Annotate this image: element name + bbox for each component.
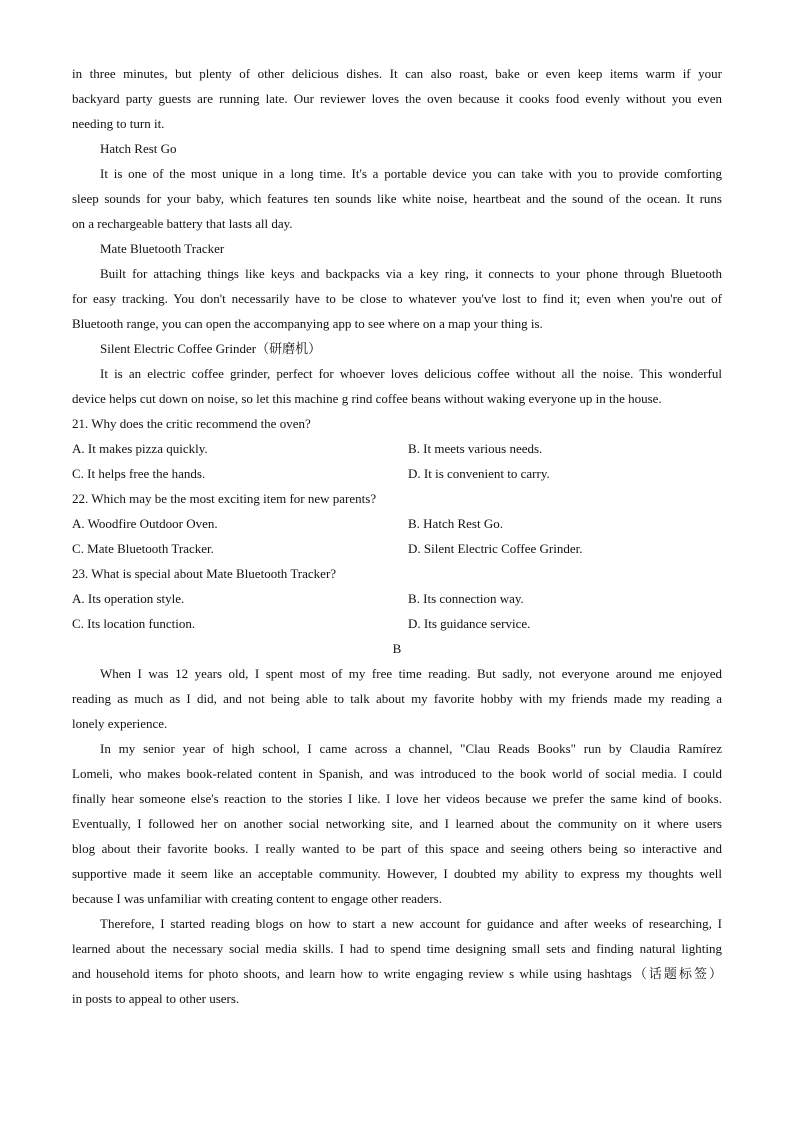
passage-b-line: When I was 12 years old, I spent most of my free time reading. But sadly, not everyone around me enjoyed xyxy=(100,666,722,681)
passage-a-line: sleep sounds for your baby, which features ten sounds like white noise, heartbeat and the sound of the ocean. It runs xyxy=(72,191,722,206)
passage-a-line: It is one of the most unique in a long time. It's a portable device you can take with you to provide comforting xyxy=(100,166,722,181)
question-options-row xyxy=(72,461,722,486)
option-d: D. It is convenient to carry. xyxy=(408,466,550,481)
question-options-row xyxy=(72,536,722,561)
exam-page xyxy=(72,61,722,1011)
option-d: D. Its guidance service. xyxy=(408,616,531,631)
option-c: C. It helps free the hands. xyxy=(72,466,206,481)
question-stem: 21. Why does the critic recommend the oven? xyxy=(72,416,311,431)
passage-b-line: Lomeli, who makes book-related content in Spanish, and was introduced to the book world of social media. I could xyxy=(72,766,722,781)
passage-a-line: in three minutes, but plenty of other delicious dishes. It can also roast, bake or even keep items warm if your xyxy=(72,66,722,81)
option-b: B. Hatch Rest Go. xyxy=(408,516,503,531)
passage-b-line: blog about their favorite books. I really wanted to be part of this space and seeing others being so interactive and xyxy=(72,841,722,856)
passage-a-line: on a rechargeable battery that lasts all day. xyxy=(72,216,293,231)
passage-a-line: for easy tracking. You don't necessarily have to be close to whatever you've lost to find it; even when you're out of xyxy=(72,291,722,306)
question-options-row xyxy=(72,586,722,611)
passage-a-line: needing to turn it. xyxy=(72,116,165,131)
passage-a-line: Built for attaching things like keys and backpacks via a key ring, it connects to your phone through Bluetooth xyxy=(100,266,722,281)
option-a: A. Its operation style. xyxy=(72,591,185,606)
item-heading-coffee-grinder: Silent Electric Coffee Grinder（研磨机） xyxy=(100,341,322,356)
option-c: C. Mate Bluetooth Tracker. xyxy=(72,541,214,556)
option-a: A. Woodfire Outdoor Oven. xyxy=(72,516,218,531)
option-b: B. Its connection way. xyxy=(408,591,524,606)
passage-a-line: device helps cut down on noise, so let this machine g rind coffee beans without waking everyone up in the house. xyxy=(72,391,662,406)
section-b-heading: B xyxy=(392,641,402,656)
option-d: D. Silent Electric Coffee Grinder. xyxy=(408,541,583,556)
item-heading-mate-bluetooth-tracker: Mate Bluetooth Tracker xyxy=(100,241,225,256)
passage-b-line: finally hear someone else's reaction to the stories I like. I love her videos because we prefer the same kind of books. xyxy=(72,791,722,806)
passage-b-line: In my senior year of high school, I came across a channel, "Clau Reads Books" run by Claudia Ramírez xyxy=(100,741,722,756)
passage-a-line: It is an electric coffee grinder, perfect for whoever loves delicious coffee without all the noise. This wonderful xyxy=(100,366,722,381)
question-stem: 22. Which may be the most exciting item for new parents? xyxy=(72,491,377,506)
item-heading-hatch-rest-go: Hatch Rest Go xyxy=(100,141,177,156)
passage-a-line: Bluetooth range, you can open the accompanying app to see where on a map your thing is. xyxy=(72,316,543,331)
option-b: B. It meets various needs. xyxy=(408,441,543,456)
passage-b-line: and household items for photo shoots, and learn how to write engaging review s while using hashtags（话题标签） xyxy=(72,966,722,981)
passage-b-line: Eventually, I followed her on another social networking site, and I learned about the community on it where users xyxy=(72,816,722,831)
option-a: A. It makes pizza quickly. xyxy=(72,441,208,456)
question-options-row xyxy=(72,611,722,636)
option-c: C. Its location function. xyxy=(72,616,196,631)
question-options-row xyxy=(72,436,722,461)
passage-a-line: backyard party guests are running late. Our reviewer loves the oven because it cooks food evenly without you even xyxy=(72,91,722,106)
passage-b-line: in posts to appeal to other users. xyxy=(72,991,240,1006)
passage-b-line: learned about the necessary social media skills. I had to spend time designing small sets and finding natural lighting xyxy=(72,941,722,956)
question-stem: 23. What is special about Mate Bluetooth Tracker? xyxy=(72,566,337,581)
passage-b-line: because I was unfamiliar with creating content to engage other readers. xyxy=(72,891,442,906)
passage-b-line: reading as much as I did, and not being able to talk about my favorite hobby with my friends made my reading a xyxy=(72,691,722,706)
question-options-row xyxy=(72,511,722,536)
passage-b-line: supportive made it seem like an acceptable community. However, I doubted my ability to express my thoughts well xyxy=(72,866,722,881)
passage-b-line: Therefore, I started reading blogs on how to start a new account for guidance and after weeks of researching, I xyxy=(100,916,722,931)
passage-b-line: lonely experience. xyxy=(72,716,168,731)
